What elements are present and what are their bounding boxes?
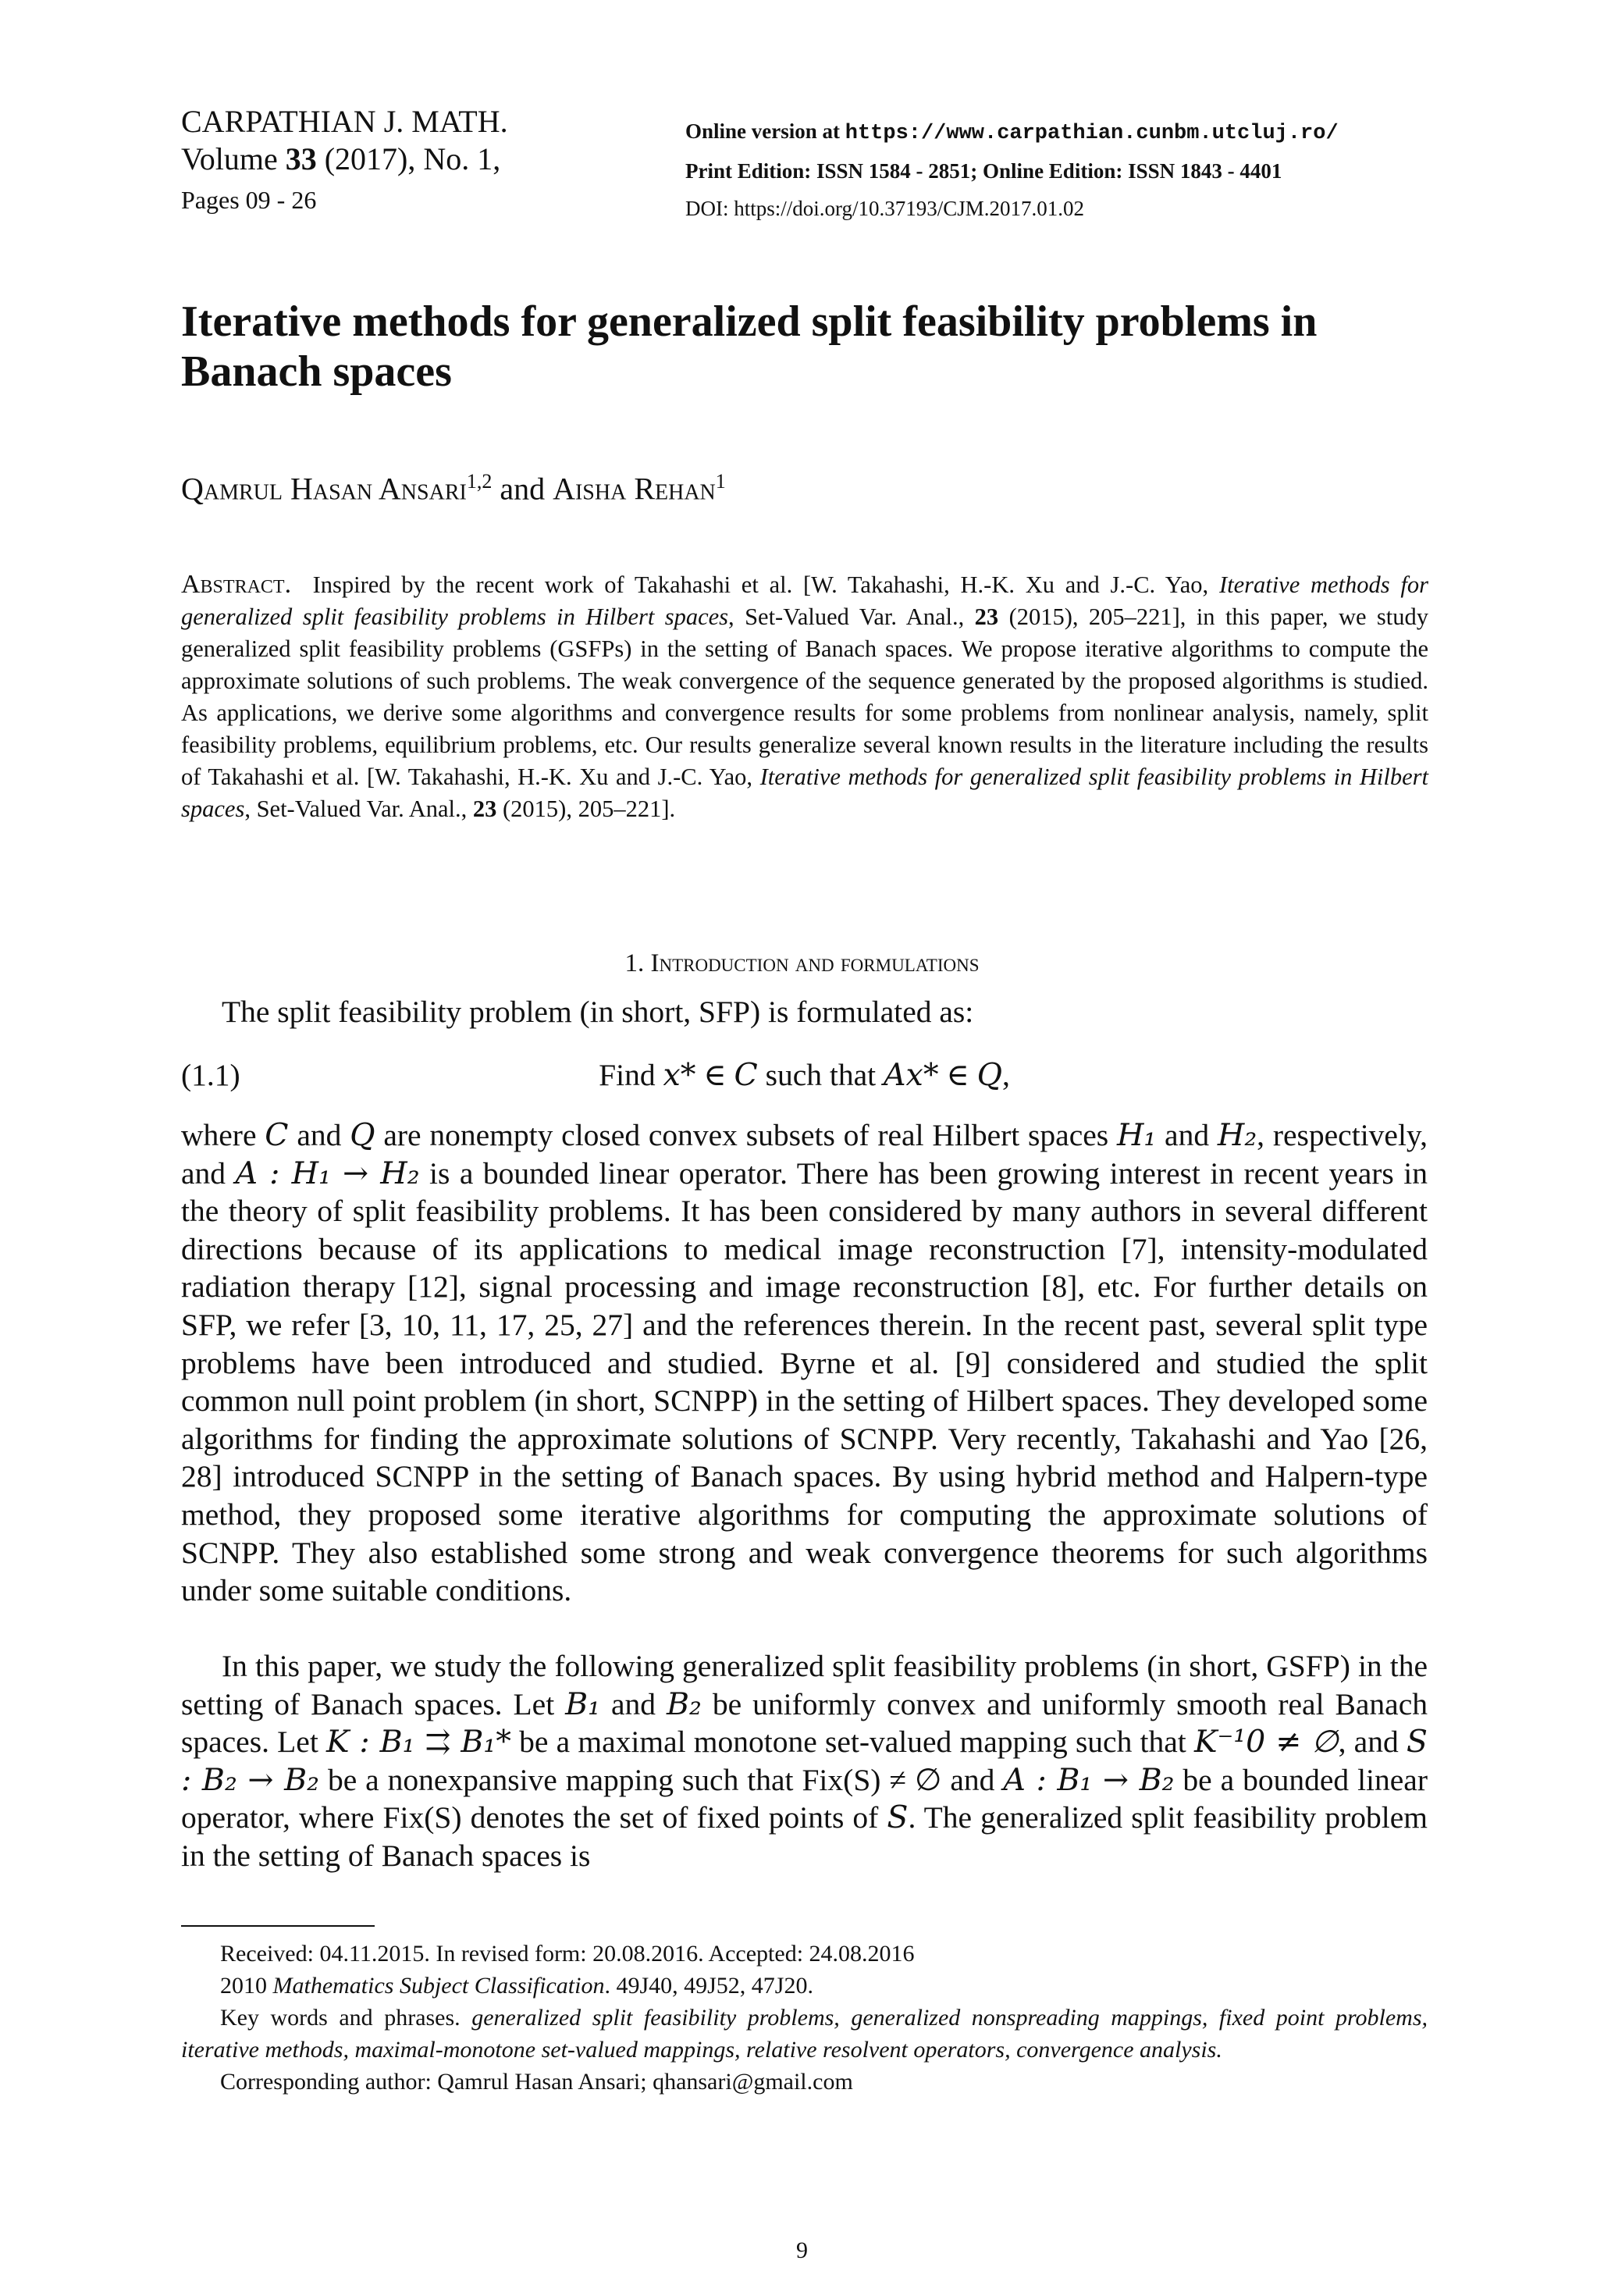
journal-name: CARPATHIAN J. MATH. [181, 104, 508, 139]
journal-header [181, 103, 508, 219]
page-number: 9 [796, 2237, 808, 2263]
paragraph-1: where C and Q are nonempty closed convex subsets of real Hilbert spaces H₁ and H₂, respectively, and A : H₁ → H₂ is a bounded linear operator. There has been growing interest in recent years in the theory of split feasibility problems. It has been considered by many authors in several different directions because of its applications to medical image reconstruction [7], intensity-modulated radiation therapy [12], signal processing and image reconstruction [8], etc. For further details on SFP, we refer [3, 10, 11, 17, 25, 27] and the references therein. In the recent past, several split type problems have been introduced and studied. Byrne et al. [9] considered and studied the split common null point problem (in short, SCNPP) in the setting of Hilbert spaces. They developed some algorithms for finding the approximate solutions of SCNPP. Very recently, Takahashi and Yao [26, 28] introduced SCNPP in the setting of Banach spaces. By using hybrid method and Halpern-type method, they proposed some iterative algorithms for computing the approximate solutions of SCNPP. They also established some strong and weak convergence theorems for such algorithms under some suitable conditions. [181, 1117, 1428, 1608]
page-range: Pages 09 - 26 [181, 186, 317, 214]
author-1: Qamrul Hasan Ansari [181, 471, 467, 507]
doi[interactable]: DOI: https://doi.org/10.37193/CJM.2017.01.02 [685, 197, 1085, 220]
footnotes [181, 1938, 1428, 2098]
publication-info [685, 112, 1339, 227]
online-version: Online version at https://www.carpathian.cunbm.utcluj.ro/ [685, 119, 1339, 145]
abstract: Abstract. Inspired by the recent work of Takahashi et al. [W. Takahashi, H.-K. Xu and J.-C. Yao, Iterative methods for generalized split feasibility problems in Hilbert spaces, Set-Valued Var. Anal., 23 (2015), 205–221], in this paper, we study generalized split feasibility problems (GSFPs) in the setting of Banach spaces. We propose iterative algorithms to compute the approximate solutions of such problems. The weak convergence of the sequence generated by the proposed algorithms is studied. As applications, we derive some algorithms and convergence results for some problems from nonlinear analysis, namely, split feasibility problems, equilibrium problems, etc. Our results generalize several known results in the literature including the results of Takahashi et al. [W. Takahashi, H.-K. Xu and J.-C. Yao, Iterative methods for generalized split feasibility problems in Hilbert spaces, Set-Valued Var. Anal., 23 (2015), 205–221]. [181, 570, 1429, 822]
authors: Qamrul Hasan Ansari$^{1,2}$ and Aisha Rehan$^1$ [181, 470, 726, 507]
section-heading: 1. Introduction and formulations [624, 949, 980, 977]
author-2: Aisha Rehan [553, 471, 716, 507]
corresponding-author: Corresponding author: Qamrul Hasan Ansari; qhansari@gmail.com [220, 2069, 853, 2095]
footnote-divider [181, 1925, 375, 1927]
abstract-label: Abstract. [181, 570, 292, 599]
online-url[interactable]: https://www.carpathian.cunbm.utcluj.ro/ [845, 122, 1339, 145]
volume-info: Volume 33 (2017), No. 1, [181, 141, 501, 176]
msc-classification: 2010 Mathematics Subject Classification. 49J40, 49J52, 47J20. [220, 1973, 813, 1999]
paper-title: Iterative methods for generalized split feasibility problems in Banach spaces [181, 297, 1318, 396]
intro-line: The split feasibility problem (in short, SFP) is formulated as: [222, 995, 974, 1029]
equation-number: (1.1) [181, 1058, 240, 1092]
print-edition: Print Edition: ISSN 1584 - 2851; Online Edition: ISSN 1843 - 4401 [685, 159, 1282, 183]
paragraph-2: In this paper, we study the following generalized split feasibility problems (in short, GSFP) in the setting of Banach spaces. Let B₁ and B₂ be uniformly convex and uniformly smooth real Banach spaces. Let K : B₁ ⇉ B₁* be a maximal monotone set-valued mapping such that K⁻¹0 ≠ ∅, and S : B₂ → B₂ be a nonexpansive mapping such that Fix(S) ≠ ∅ and A : B₁ → B₂ be a bounded linear operator, where Fix(S) denotes the set of fixed points of S. The generalized split feasibility problem in the setting of Banach spaces is [181, 1649, 1428, 1873]
received-dates: Received: 04.11.2015. In revised form: 20.08.2016. Accepted: 24.08.2016 [220, 1941, 915, 1967]
equation-content: Find x* ∈ C such that Ax* ∈ Q, [599, 1057, 1010, 1093]
keywords: Key words and phrases. generalized split feasibility problems, generalized nonspreading mappings, fixed point problems, iterative methods, maximal-monotone set-valued mappings, relative resolvent operators, convergence analysis. [181, 2005, 1428, 2063]
